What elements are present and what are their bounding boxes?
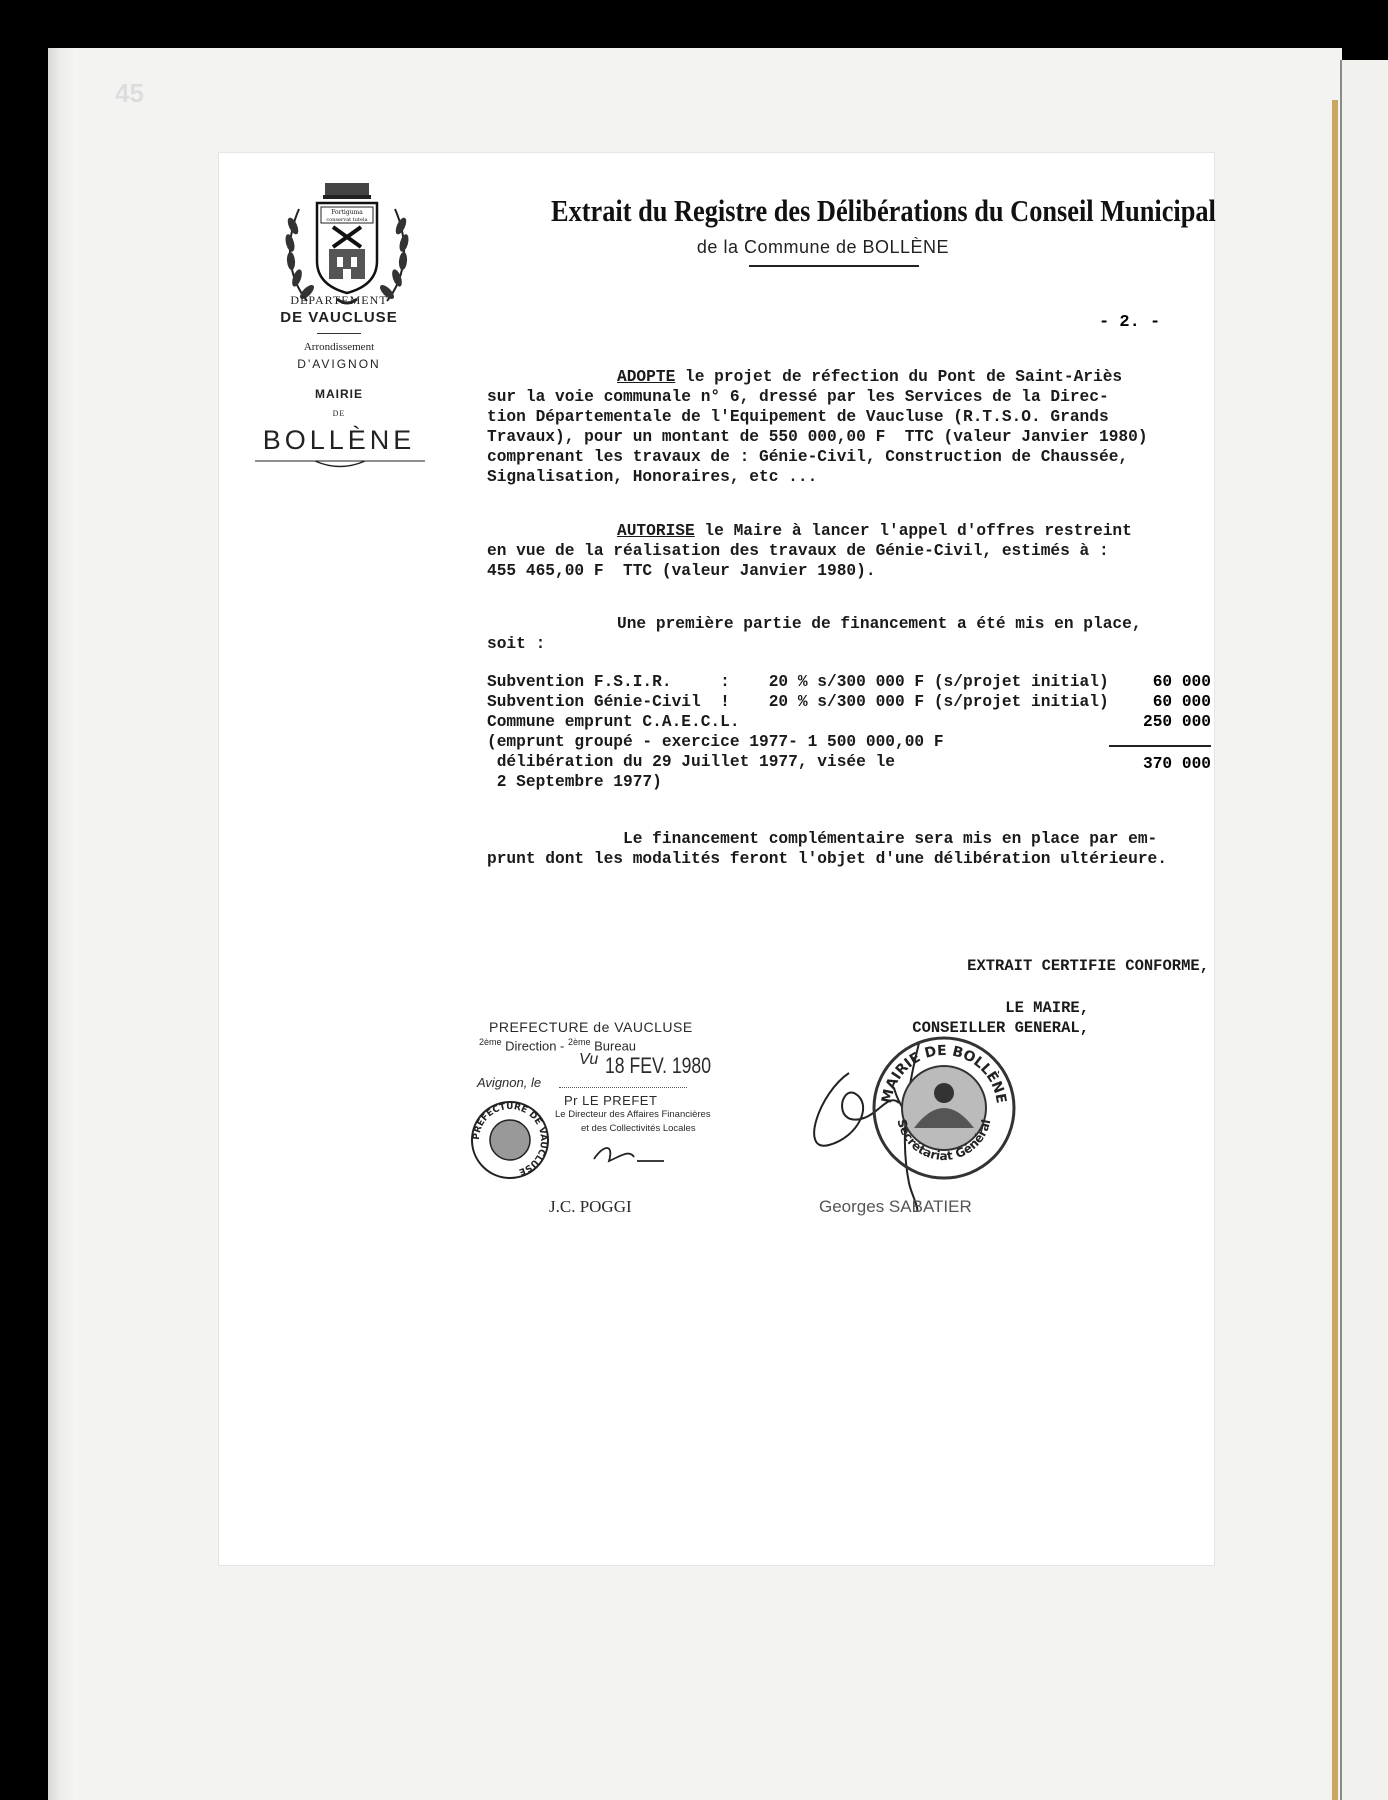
- paragraph-autorise-text: le Maire à lancer l'appel d'offres restreint en vue de la réalisation des travaux de Génie-Civil, estimés à : 455 465,00 F TTC (valeur Janvier 1980).: [487, 522, 1132, 580]
- financing-row-label: (emprunt groupé - exercice 1977- 1 500 000,00 F: [487, 733, 944, 751]
- facing-page-edge: [1340, 60, 1388, 1800]
- visa-initials: Vu: [579, 1051, 599, 1068]
- mayor-name: Georges SABATIER: [819, 1197, 972, 1216]
- title-rule: [749, 265, 919, 267]
- arrondissement-label: Arrondissement: [303, 341, 375, 353]
- prefecture-stamp-direction: $^{2ème}$ Direction - $^{2ème}$ Bureau: [479, 1037, 637, 1054]
- mayor-title-2: CONSEILLER GENERAL,: [912, 1019, 1089, 1037]
- divider: [317, 333, 361, 334]
- financing-row-label: Subvention Génie-Civil ! 20 % s/300 000 F (s/projet initial): [487, 693, 1109, 711]
- prefecture-seal: [469, 1099, 551, 1181]
- financing-row-label: 2 Septembre 1977): [487, 773, 662, 791]
- financing-row-amount: 250 000: [1143, 713, 1211, 731]
- directeur-line-2: et des Collectivités Locales: [581, 1123, 696, 1134]
- total-rule: [1109, 745, 1211, 747]
- stamp-date: 18 FEV. 1980: [605, 1053, 712, 1078]
- letter-sheet: [218, 152, 1215, 1566]
- de-label: DE: [332, 409, 346, 418]
- prefect-signature: [589, 1139, 669, 1169]
- page-stack-edge: [48, 48, 78, 1800]
- paragraph-financement: Une première partie de financement a été mis en place, soit :: [487, 615, 1142, 653]
- department-label: DEPARTEMENT: [290, 293, 388, 307]
- keyword-autorise: AUTORISE: [617, 522, 695, 540]
- svg-text:conservat tutela: conservat tutela: [326, 217, 368, 223]
- financing-row-label: Commune emprunt C.A.E.C.L.: [487, 713, 740, 731]
- mayor-title: LE MAIRE,: [1005, 999, 1089, 1017]
- mairie-label: MAIRIE: [315, 387, 363, 401]
- paragraph-adopte-text: le projet de réfection du Pont de Saint-Ariès sur la voie communale n° 6, dressé par les Services de la Direc- tion Départementale de l'Equipement de Vaucluse (R.T.S.O. Grands Travaux), pour un montant de 550 000,00 F TTC (valeur Janvier 1980) comprenant les travaux de : Génie-Civil, Construction de Chaussée, Signalisation, Honoraires, etc ...: [487, 368, 1148, 486]
- paragraph-autorise: [487, 521, 1212, 581]
- financing-row-amount: 60 000: [1152, 693, 1211, 711]
- paragraph-adopte: [487, 367, 1212, 487]
- keyword-adopte: ADOPTE: [617, 368, 676, 386]
- prefet-label: Pr LE PREFET: [564, 1093, 658, 1108]
- financing-row-label: délibération du 29 Juillet 1977, visée le: [487, 753, 895, 771]
- commune-name: BOLLÈNE: [262, 425, 416, 455]
- svg-text:PREFECTURE DE VAUCLUSE: PREFECTURE DE VAUCLUSE: [471, 1101, 549, 1177]
- mairie-seal: [869, 1033, 1019, 1183]
- archive-page-number: 45: [115, 78, 144, 108]
- document-title: Extrait du Registre des Délibérations du Conseil Municipal: [551, 193, 1216, 228]
- prefecture-stamp-header: PREFECTURE de VAUCLUSE: [489, 1019, 693, 1035]
- ornament-rule: [255, 458, 425, 472]
- svg-text:Secrétariat Général: Secrétariat Général: [894, 1117, 994, 1164]
- arrondissement-name: D'AVIGNON: [297, 357, 381, 371]
- certification-line: EXTRAIT CERTIFIE CONFORME,: [967, 957, 1209, 975]
- department-name: DE VAUCLUSE: [280, 309, 398, 326]
- svg-text:MAIRIE DE BOLLÈNE: MAIRIE DE BOLLÈNE: [878, 1042, 1009, 1105]
- paragraph-complementaire: Le financement complémentaire sera mis en place par em- prunt dont les modalités feront l'objet d'une délibération ultérieure.: [487, 830, 1167, 868]
- bollene-coat-of-arms: [277, 181, 417, 311]
- financing-total: 370 000: [1143, 755, 1211, 773]
- page-marker: - 2. -: [1099, 313, 1161, 332]
- directeur-line-1: Le Directeur des Affaires Financières: [555, 1109, 711, 1120]
- prefect-signatory: J.C. POGGI: [549, 1197, 632, 1216]
- document-subtitle: de la Commune de BOLLÈNE: [696, 237, 950, 257]
- financing-row-label: Subvention F.S.I.R. : 20 % s/300 000 F (s/projet initial): [487, 673, 1109, 691]
- financing-row-amount: 60 000: [1152, 673, 1211, 691]
- svg-text:Fortiguma: Fortiguma: [331, 209, 363, 216]
- date-line: [559, 1087, 687, 1088]
- avignon-le: Avignon, le: [477, 1075, 542, 1090]
